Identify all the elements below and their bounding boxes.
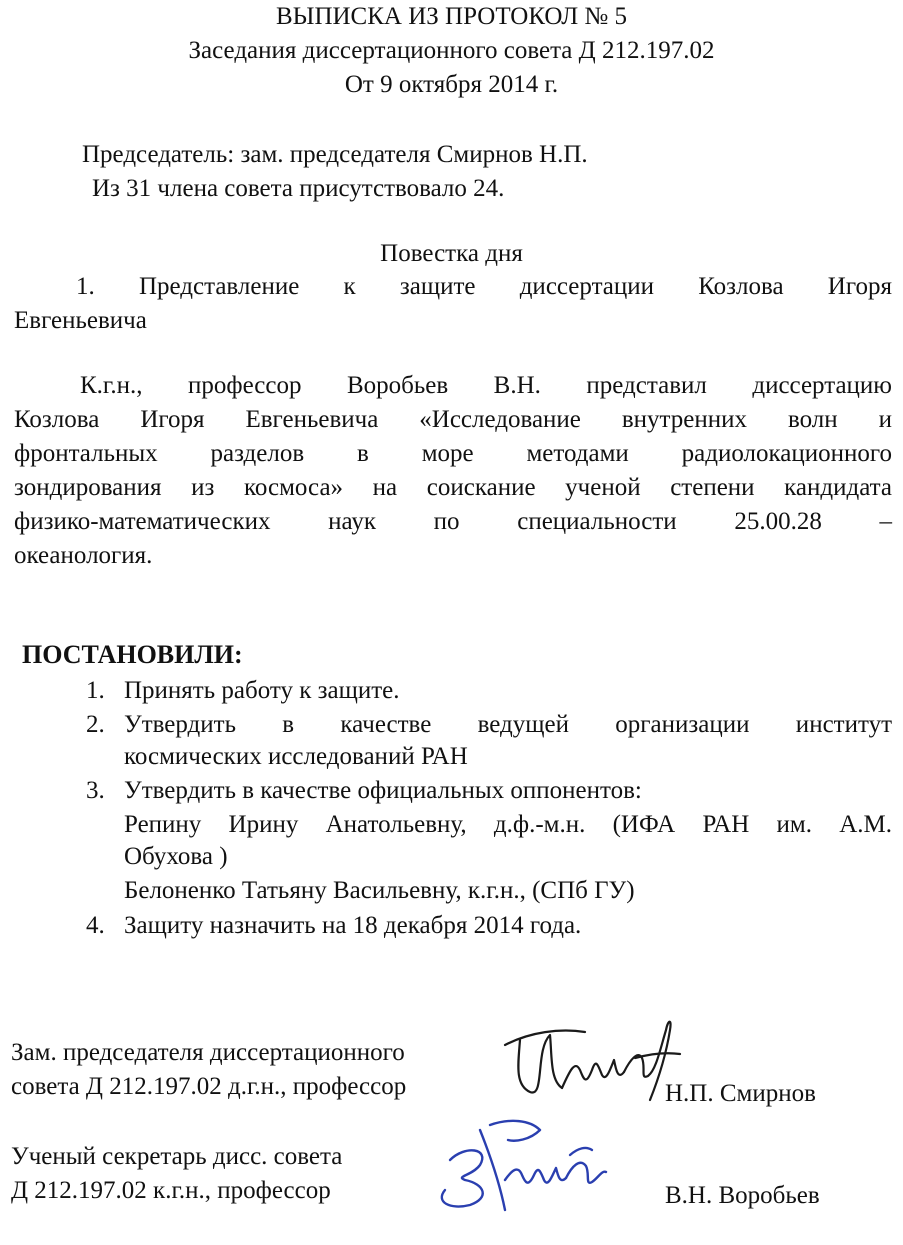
presentation-line: зондирования из космоса» на соискание ученой степени кандидата bbox=[14, 474, 892, 501]
presentation-line: фронтальных разделов в море методами радиолокационного bbox=[14, 440, 892, 467]
opponent-1-continued: Обухова ) bbox=[124, 843, 228, 870]
signature-vorobyev bbox=[420, 1110, 620, 1220]
chairman-line: Председатель: зам. председателя Смирнов Н.П. bbox=[82, 141, 588, 168]
opponent-1: Репину Ирину Анатольевну, д.ф.-м.н. (ИФА РАН им. А.М. bbox=[124, 811, 892, 838]
decision-item-text: Утвердить в качестве ведущей организации институт bbox=[124, 711, 892, 738]
decision-item-text: Принять работу к защите. bbox=[124, 677, 400, 704]
document-subtitle: Заседания диссертационного совета Д 212.197.02 bbox=[188, 37, 715, 64]
agenda-item-1: 1. Представление к защите диссертации Козлова Игоря bbox=[76, 273, 892, 300]
signatory-1-title: Зам. председателя диссертационного bbox=[11, 1039, 405, 1066]
agenda-item-1-continued: Евгеньевича bbox=[14, 307, 147, 334]
signatory-2-name: В.Н. Воробьев bbox=[665, 1182, 820, 1209]
presentation-line: К.г.н., профессор Воробьев В.Н. представил диссертацию bbox=[80, 372, 892, 399]
signatory-2-title: Д 212.197.02 к.г.н., профессор bbox=[11, 1177, 331, 1204]
decision-item-number: 4. bbox=[86, 912, 105, 939]
document-title: ВЫПИСКА ИЗ ПРОТОКОЛ № 5 bbox=[275, 3, 628, 30]
signatory-1-title: совета Д 212.197.02 д.г.н., профессор bbox=[11, 1073, 407, 1100]
decision-item-text: Защиту назначить на 18 декабря 2014 года. bbox=[124, 912, 582, 939]
signature-smirnov bbox=[490, 1010, 690, 1105]
decision-item-number: 2. bbox=[86, 711, 105, 738]
decision-item-text: космических исследований РАН bbox=[124, 743, 468, 770]
signatory-2-title: Ученый секретарь дисс. совета bbox=[11, 1143, 343, 1170]
presentation-line: Козлова Игоря Евгеньевича «Исследование внутренних волн и bbox=[14, 406, 892, 433]
attendance-line: Из 31 члена совета присутствовало 24. bbox=[92, 175, 505, 202]
decision-heading: ПОСТАНОВИЛИ: bbox=[22, 640, 243, 669]
agenda-heading: Повестка дня bbox=[380, 240, 523, 267]
document-date: От 9 октября 2014 г. bbox=[344, 71, 559, 98]
presentation-line: физико-математических наук по специальности 25.00.28 – bbox=[14, 508, 892, 535]
decision-item-number: 1. bbox=[86, 677, 105, 704]
decision-item-text: Утвердить в качестве официальных оппонентов: bbox=[124, 777, 642, 804]
signatory-1-name: Н.П. Смирнов bbox=[665, 1080, 816, 1107]
decision-item-number: 3. bbox=[86, 777, 105, 804]
presentation-line: океанология. bbox=[14, 542, 153, 569]
opponent-2: Белоненко Татьяну Васильевну, к.г.н., (СПб ГУ) bbox=[124, 877, 635, 904]
